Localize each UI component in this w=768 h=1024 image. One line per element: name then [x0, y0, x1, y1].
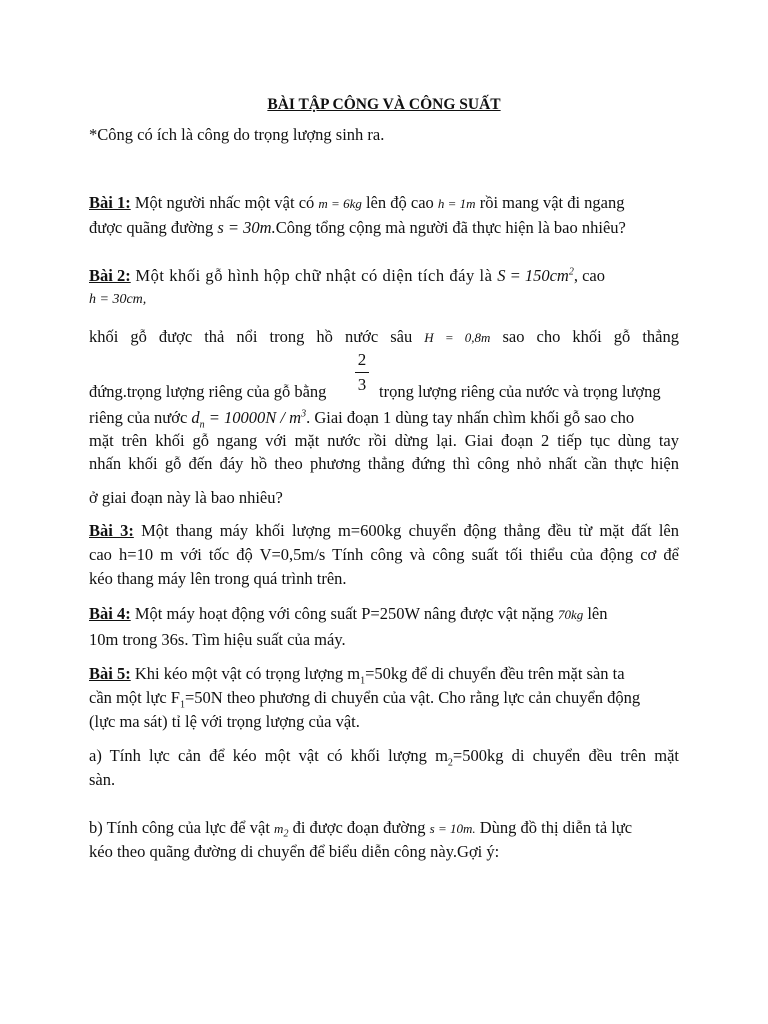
bai2-line-1: Bài 2: Một khối gỗ hình hộp chữ nhật có diện tích đáy là $S = 150cm^2$, cao: [89, 266, 605, 285]
bai2-line-5: riêng của nước $d_n = 10000N / m^3$. Giai đoạn 1 dùng tay nhấn chìm khối gỗ sao cho: [89, 408, 635, 431]
bai5-line-3: (lực ma sát) tỉ lệ với trọng lượng của vật.: [89, 712, 360, 731]
page-title: BÀI TẬP CÔNG VÀ CÔNG SUẤT: [267, 96, 501, 113]
bai2-area-expr: $S = 150cm^2$: [497, 266, 574, 285]
bai1-line-1: Bài 1: Một người nhấc một vật có m = 6kg lên độ cao h = 1m rồi mang vật đi ngang: [89, 193, 625, 212]
bai3-line-2: cao h=10 m với tốc độ V=0,5m/s Tính công và công suất tối thiểu của động cơ để: [89, 545, 679, 564]
bai2-depth-expr: H = 0,8m: [424, 330, 491, 345]
bai2-line-8: ở giai đoạn này là bao nhiêu?: [89, 488, 283, 507]
fraction-two-thirds: [352, 350, 372, 395]
bai5-label: Bài 5:: [89, 664, 131, 683]
bai1-mass-expr: m = 6kg: [318, 196, 362, 211]
bai5-part-b-line-2: kéo theo quãng đường di chuyển để biểu diễn công này.Gợi ý:: [89, 842, 500, 861]
fraction-numerator: 2: [357, 350, 367, 369]
bai2-line-3: khối gỗ được thả nổi trong hồ nước sâu H = 0,8m sao cho khối gỗ thẳng: [89, 327, 679, 346]
bai5-line-1: Bài 5: Khi kéo một vật có trọng lượng $m_1=50kg$ để di chuyển đều trên mặt sàn ta: [89, 664, 625, 687]
fraction-bar: [355, 372, 369, 373]
bai2-line-4-left: đứng.trọng lượng riêng của gỗ bằng: [89, 382, 327, 401]
bai4-mass-expr: 70kg: [557, 607, 584, 622]
bai5-line-2: cần một lực $F_1=50N$ theo phương di chuyển của vật. Cho rằng lực cản chuyển động: [89, 688, 641, 711]
bai1-height-expr: h = 1m: [437, 196, 476, 211]
bai2-line-2: [89, 287, 679, 311]
bai2-label: Bài 2:: [89, 266, 131, 285]
bai5-distance-expr: s = 10m.: [429, 821, 476, 836]
bai3-label: Bài 3:: [89, 521, 134, 540]
bai5-mass2-expr: $m_2$: [274, 821, 289, 840]
bai3-line-1: Bài 3: Một thang máy khối lượng m=600kg chuyển động thẳng đều từ mặt đất lên: [89, 521, 679, 540]
bai1-distance-expr: s = 30m.: [217, 218, 276, 237]
bai4-line-1: Bài 4: Một máy hoạt động với công suất P=250W nâng được vật nặng 70kg lên: [89, 604, 608, 623]
bai5-part-a-line-2: sàn.: [89, 770, 116, 789]
bai2-height-expr: h = 30cm,: [89, 292, 147, 307]
bai2-line-4-right: trọng lượng riêng của nước và trọng lượng: [379, 382, 661, 401]
bai1-line-2: được quãng đường s = 30m.Công tổng cộng mà người đã thực hiện là bao nhiêu?: [89, 218, 626, 237]
bai4-line-2: 10m trong 36s. Tìm hiệu suất của máy.: [89, 630, 346, 649]
bai3-line-3: kéo thang máy lên trong quá trình trên.: [89, 569, 347, 588]
fraction-denominator: 3: [357, 375, 367, 394]
bai2-line-6: mặt trên khối gỗ ngang với mặt nước rồi dừng lại. Giai đoạn 2 tiếp tục dùng tay: [89, 431, 679, 450]
bai5-part-a-line-1: a) Tính lực cản để kéo một vật có khối lượng $m_2=500kg$ di chuyển đều trên mặt: [89, 746, 679, 769]
note-line: *Công có ích là công do trọng lượng sinh ra.: [89, 125, 385, 144]
bai4-label: Bài 4:: [89, 604, 131, 623]
bai2-density-expr: $d_n = 10000N / m^3$: [191, 408, 307, 431]
bai5-part-b-line-1: b) Tính công của lực để vật $m_2$ đi được đoạn đường s = 10m. Dùng đồ thị diễn tả lực: [89, 818, 633, 840]
bai1-label: Bài 1:: [89, 193, 131, 212]
bai2-line-7: nhấn khối gỗ đến đáy hồ theo phương thẳng đứng thì công nhỏ nhất cần thực hiện: [89, 454, 679, 473]
